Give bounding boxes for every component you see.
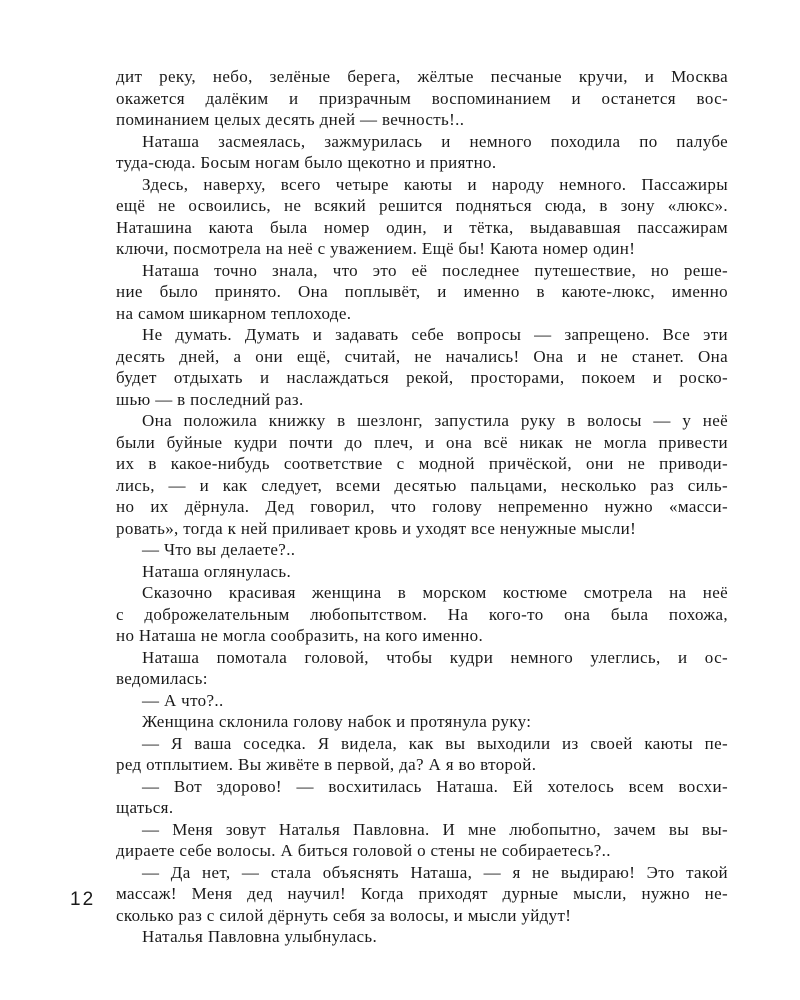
text-line: десять дней, а они ещё, считай, не начались! Она и не станет. Она bbox=[116, 346, 728, 366]
text-line: поминанием целых десять дней — вечность!.. bbox=[116, 110, 465, 129]
text-line: ключи, посмотрела на неё с уважением. Ещё бы! Каюта номер один! bbox=[116, 239, 636, 258]
text-line: сколько раз с силой дёрнуть себя за волосы, и мысли уйдут! bbox=[116, 905, 572, 925]
text-line: — Вот здорово! — восхитилась Наташа. Ей хотелось всем восхи- bbox=[142, 776, 728, 796]
text-line: на самом шикарном теплоходе. bbox=[116, 303, 352, 323]
text-line: ведомилась: bbox=[116, 669, 208, 688]
text-line: шью — в последний раз. bbox=[116, 389, 304, 409]
text-line: — А что?.. bbox=[142, 690, 224, 710]
text-line: ред отплытием. Вы живёте в первой, да? А я во второй. bbox=[116, 755, 537, 774]
text-line: Наталья Павловна улыбнулась. bbox=[142, 927, 378, 946]
text-line: — Я ваша соседка. Я видела, как вы выходили из своей каюты пе- bbox=[142, 733, 728, 753]
text-line: щаться. bbox=[116, 798, 174, 817]
text-line: дит реку, небо, зелёные берега, жёлтые песчаные кручи, и Москва bbox=[116, 67, 728, 86]
book-page-text bbox=[116, 66, 728, 948]
text-line: ние было принято. Она поплывёт, и именно в каюте-люкс, именно bbox=[116, 282, 728, 301]
text-line: лись, — и как следует, всеми десятью пальцами, несколько раз силь- bbox=[116, 475, 728, 495]
text-line: Здесь, наверху, всего четыре каюты и народу немного. Пассажиры bbox=[142, 174, 728, 194]
text-line: массаж! Меня дед научил! Когда приходят дурные мысли, нужно не- bbox=[116, 884, 728, 903]
text-line: с доброжелательным любопытством. На кого-то она была похожа, bbox=[116, 604, 728, 624]
text-line: Наташа оглянулась. bbox=[142, 561, 292, 581]
text-line: окажется далёким и призрачным воспоминанием и останется вос- bbox=[116, 88, 728, 108]
text-line: Наташа помотала головой, чтобы кудри немного улеглись, и ос- bbox=[142, 647, 728, 667]
text-line: Не думать. Думать и задавать себе вопросы — запрещено. Все эти bbox=[142, 325, 728, 344]
text-line: туда-сюда. Босым ногам было щекотно и приятно. bbox=[116, 153, 497, 172]
text-line: Сказочно красивая женщина в морском костюме смотрела на неё bbox=[142, 583, 728, 602]
text-line: Наташина каюта была номер один, и тётка, выдававшая пассажирам bbox=[116, 217, 728, 237]
page-number: 12 bbox=[70, 889, 96, 910]
text-line: — Да нет, — стала объяснять Наташа, — я не выдираю! Это такой bbox=[142, 862, 728, 882]
text-line: будет отдыхать и наслаждаться рекой, просторами, покоем и роско- bbox=[116, 368, 728, 387]
text-line: ещё не освоились, не всякий решится подняться сюда, в зону «люкс». bbox=[116, 196, 728, 215]
text-line: — Что вы делаете?.. bbox=[142, 540, 296, 559]
text-line: но Наташа не могла сообразить, на кого именно. bbox=[116, 626, 484, 645]
text-line: — Меня зовут Наталья Павловна. И мне любопытно, зачем вы вы- bbox=[142, 819, 728, 839]
text-line: Женщина склонила голову набок и протянула руку: bbox=[142, 712, 532, 731]
text-line: но их дёрнула. Дед говорил, что голову непременно нужно «масси- bbox=[116, 497, 728, 516]
text-line: их в какое-нибудь соответствие с модной причёской, они не приводи- bbox=[116, 454, 728, 473]
text-line: Она положила книжку в шезлонг, запустила руку в волосы — у неё bbox=[142, 411, 728, 430]
text-line: Наташа точно знала, что это её последнее путешествие, но реше- bbox=[142, 260, 728, 280]
text-line: ровать», тогда к ней приливает кровь и уходят все ненужные мысли! bbox=[116, 518, 637, 538]
text-line: были буйные кудри почти до плеч, и она всё никак не могла привести bbox=[116, 432, 728, 452]
text-line: Наташа засмеялась, зажмурилась и немного походила по палубе bbox=[142, 131, 728, 151]
text-line: дираете себе волосы. А биться головой о стены не собираетесь?.. bbox=[116, 841, 611, 860]
